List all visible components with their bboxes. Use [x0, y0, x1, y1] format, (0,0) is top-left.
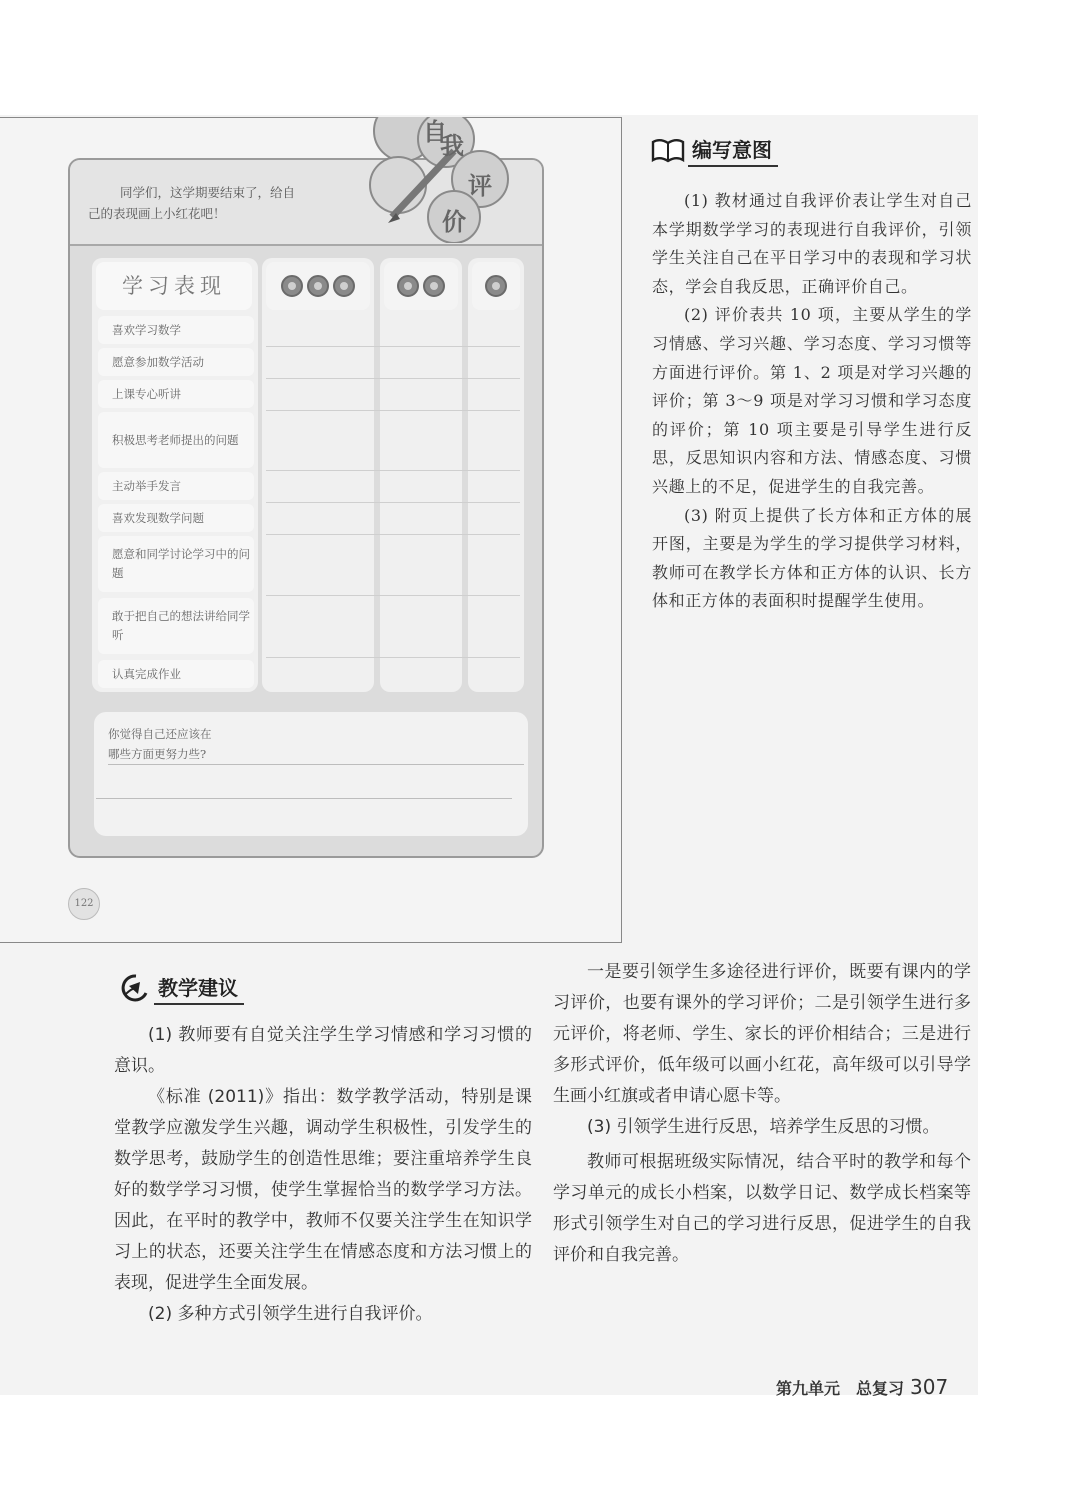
- two-flowers-header: [384, 262, 458, 310]
- reflection-line: 哪些方面更努力些?: [108, 747, 207, 761]
- table-row-label: 喜欢发现数学问题: [98, 504, 254, 532]
- table-row-label: 愿意和同学讨论学习中的问题: [98, 536, 254, 592]
- three-flower-column: [262, 258, 374, 692]
- two-flower-column: [380, 258, 462, 692]
- flower-icon: [423, 275, 445, 297]
- intent-body: [652, 187, 972, 616]
- suggestion-paragraph: 一是要引领学生多途径进行评价，既要有课内的学习评价，也要有课外的学习评价；二是引领学生进行多元评价，将老师、学生、家长的评价相结合；三是进行多形式评价，低年级可以画小红花，高年级可以引导学生画小红旗或者申请心愿卡等。: [553, 962, 971, 1106]
- badge-char: 评: [468, 171, 492, 200]
- flower-icon: [281, 275, 303, 297]
- suggestion-paragraph: 教师可根据班级实际情况，结合平时的教学和每个学习单元的成长小档案，以数学日记、数学成长档案等形式引领学生对自己的学习进行反思，促进学生的自我评价和自我完善。: [553, 1152, 971, 1265]
- writing-line: [108, 764, 524, 765]
- suggestion-right-column: [553, 957, 971, 1271]
- badge-char: 我: [440, 131, 464, 160]
- table-row-label: 敢于把自己的想法讲给同学听: [98, 598, 254, 654]
- open-book-icon: [650, 135, 686, 165]
- badge-char: 自: [423, 117, 447, 146]
- reflection-prompt: [108, 724, 258, 764]
- flower-icon: [307, 275, 329, 297]
- table-row-label: 上课专心听讲: [98, 380, 254, 408]
- flower-icon: [485, 275, 507, 297]
- table-row-label: 积极思考老师提出的问题: [98, 412, 254, 468]
- badge-char: 价: [442, 207, 466, 236]
- suggestion-paragraph: (3) 引领学生进行反思，培养学生反思的习惯。: [587, 1117, 940, 1137]
- three-flowers-header: [266, 262, 370, 310]
- page-footer: [776, 1375, 948, 1399]
- suggestion-heading: [116, 970, 244, 1005]
- greeting-text: [88, 182, 368, 224]
- one-flower-header: [472, 262, 520, 310]
- flower-icon: [397, 275, 419, 297]
- writing-line: [96, 798, 512, 799]
- intent-paragraph: (1) 教材通过自我评价表让学生对自己本学期数学学习的表现进行自我评价，引领学生关注自己在平日学习中的表现和学习状态，学会自我反思，正确评价自己。: [652, 191, 972, 296]
- intent-paragraph: (3) 附页上提供了长方体和正方体的展开图，主要是为学生的学习提供学习材料，教师可在教学长方体和正方体的认识、长方体和正方体的表面积时提醒学生使用。: [652, 505, 972, 611]
- one-flower-column: [468, 258, 524, 692]
- table-row-label: 认真完成作业: [98, 660, 254, 688]
- intent-paragraph: (2) 评价表共 10 项，主要从学生的学习情感、学习兴趣、学习态度、学习习惯等方面进行评价。第 1、2 项是对学习兴趣的评价；第 3～9 项是对学习习惯和学习态度的评价；第 10 项主要是引导学生进行反思，反思知识内容和方法、情感态度、习惯兴趣上的不足，促进学生的自我完善。: [652, 305, 972, 496]
- greeting-line: 同学们，这学期要结束了，给自: [120, 185, 296, 200]
- suggestion-title: 教学建议: [154, 970, 244, 1005]
- suggestion-paragraph: (2) 多种方式引领学生进行自我评价。: [148, 1304, 433, 1324]
- teaching-icon: [116, 973, 152, 1003]
- table-header-label: 学习表现: [96, 262, 252, 310]
- unit-label: 第九单元 总复习: [776, 1379, 905, 1398]
- flower-icon: [333, 275, 355, 297]
- suggestion-paragraph: (1) 教师要有自觉关注学生学习情感和学习习惯的意识。: [114, 1025, 532, 1076]
- suggestion-left-column: [114, 1020, 532, 1330]
- table-row-label: 喜欢学习数学: [98, 316, 254, 344]
- suggestion-paragraph: 《标准 (2011)》指出：数学教学活动，特别是课堂教学应激发学生兴趣，调动学生积极性，引发学生的数学思考，鼓励学生的创造性思维；要注重培养学生良好的数学学习习惯，使学生掌握恰当的数学学习方法。因此，在平时的教学中，教师不仅要关注学生在知识学习上的状态，还要关注学生在情感态度和方法习惯上的表现，促进学生全面发展。: [114, 1087, 532, 1293]
- reflection-line: 你觉得自己还应该在: [108, 727, 212, 741]
- greeting-line: 己的表现画上小红花吧！: [88, 206, 226, 221]
- table-row-label: 愿意参加数学活动: [98, 348, 254, 376]
- intent-heading: [650, 132, 778, 167]
- table-row-label: 主动举手发言: [98, 472, 254, 500]
- page-number: 307: [910, 1375, 949, 1399]
- intent-title: 编写意图: [688, 132, 778, 167]
- textbook-page-number: 122: [68, 888, 100, 920]
